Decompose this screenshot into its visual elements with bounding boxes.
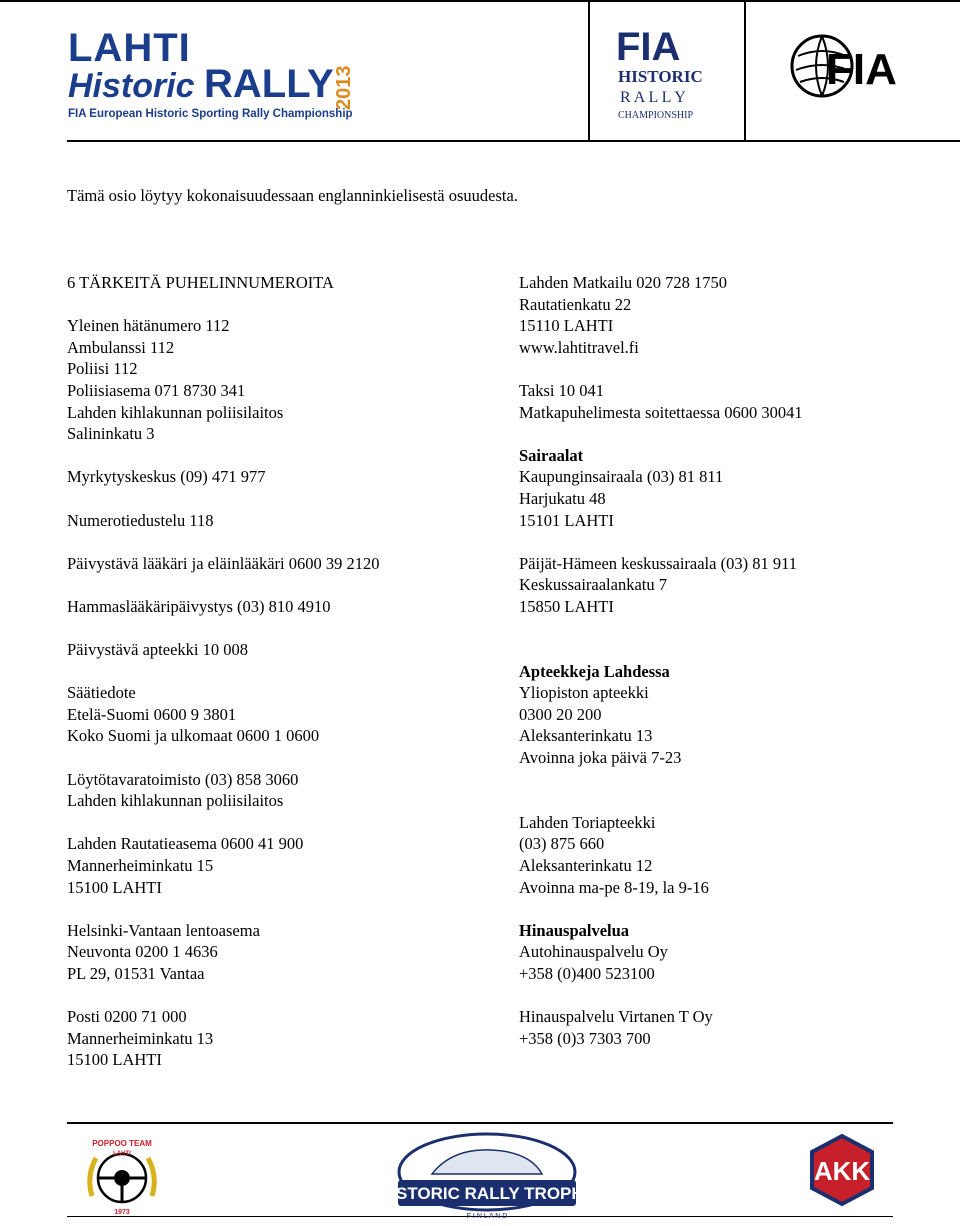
fia-historic-historic-text: HISTORIC (618, 67, 703, 86)
left-column-line (67, 747, 379, 769)
document-header (0, 0, 960, 142)
poppoo-top-text: POPPOO TEAM (92, 1139, 152, 1148)
left-column-line: Päivystävä apteekki 10 008 (67, 640, 249, 660)
left-column-line: Myrkytyskeskus (09) 471 977 (67, 467, 266, 487)
right-column-line (519, 985, 803, 1007)
left-column-line (67, 812, 379, 834)
left-column-line: Poliisi 112 (67, 359, 138, 379)
fia-logo (792, 26, 908, 106)
phone-numbers-left-column (67, 272, 379, 1071)
right-column-line: +358 (0)400 523100 (519, 964, 655, 983)
right-column-line: 15110 LAHTI (519, 316, 614, 336)
right-column-line (519, 618, 803, 640)
header-divider-1 (588, 0, 590, 140)
left-column-line: Mannerheiminkatu 15 (67, 856, 214, 876)
right-column-line: Matkapuhelimesta soitettaessa 0600 30041 (519, 402, 803, 422)
right-column-line: 15850 LAHTI (519, 596, 614, 616)
right-column-line: Lahden Toriapteekki (519, 812, 656, 832)
right-column-line: Aleksanterinkatu 13 (519, 726, 653, 746)
left-column-line (67, 661, 379, 683)
fia-historic-rally-text: R A L L Y (620, 89, 686, 106)
right-column-line: Hinauspalvelua (519, 920, 630, 940)
right-column-line: Avoinna joka päivä 7-23 (519, 748, 682, 768)
left-column-line (67, 618, 379, 640)
left-column-line: Numerotiedustelu 118 (67, 510, 214, 530)
right-column-line (519, 358, 803, 380)
right-column-line (519, 790, 803, 812)
left-column-line (67, 531, 379, 553)
right-column-line: Lahden Matkailu 020 728 1750 (519, 273, 728, 292)
left-column-line: Salininkatu 3 (67, 424, 155, 444)
footer-rule (67, 1122, 893, 1124)
left-column-line (67, 488, 379, 510)
right-column-line (519, 898, 803, 920)
trophy-sub-text: F I N L A N D (466, 1213, 508, 1220)
right-column-line: Yliopiston apteekki (519, 683, 649, 703)
left-column-line: Mannerheiminkatu 13 (67, 1028, 214, 1048)
fia-logo-text: FIA (826, 45, 897, 94)
fia-historic-fia-text: FIA (616, 25, 681, 69)
left-column-line: Hammaslääkäripäivystys (03) 810 4910 (67, 596, 331, 616)
left-column-line: Päivystävä lääkäri ja eläinlääkäri 0600 39 2120 (67, 553, 380, 573)
left-column-line: Lahden kihlakunnan poliisilaitos (67, 402, 284, 422)
right-column-line: Harjukatu 48 (519, 488, 606, 508)
fia-historic-championship-text: CHAMPIONSHIP (618, 110, 694, 121)
left-column-line: Neuvonta 0200 1 4636 (67, 942, 218, 962)
right-column-line: Sairaalat (519, 445, 584, 465)
right-column-line: +358 (0)3 7303 700 (519, 1028, 651, 1048)
right-column-line (519, 769, 803, 791)
trophy-text: HISTORIC RALLY TROPHY (379, 1184, 595, 1203)
left-column-line: 6 TÄRKEITÄ PUHELINNUMEROITA (67, 273, 334, 292)
left-column-line (67, 985, 379, 1007)
right-column-line (519, 639, 803, 661)
left-column-line: Ambulanssi 112 (67, 337, 175, 357)
left-column-line: 15100 LAHTI (67, 1050, 162, 1070)
logo-year-text: 2013 (333, 65, 355, 110)
left-column-line: Säätiedote (67, 683, 136, 703)
logo-historic-text: Historic (68, 67, 195, 105)
right-column-line (519, 531, 803, 553)
right-column-line: Kaupunginsairaala (03) 81 811 (519, 467, 724, 487)
right-column-line: Rautatienkatu 22 (519, 294, 632, 314)
poppoo-team-logo (82, 1136, 162, 1216)
akk-logo (806, 1134, 878, 1206)
header-rule-bottom (67, 140, 960, 142)
right-column-line: www.lahtitravel.fi (519, 337, 639, 357)
right-column-line: Aleksanterinkatu 12 (519, 856, 653, 876)
left-column-line (67, 574, 379, 596)
right-column-line: Autohinauspalvelu Oy (519, 942, 668, 962)
left-column-line: Yleinen hätänumero 112 (67, 316, 230, 336)
poppoo-year-text: 1973 (114, 1209, 130, 1216)
logo-lahti-text: LAHTI (68, 26, 191, 70)
intro-text: Tämä osio löytyy kokonaisuudessaan englanninkielisestä osuudesta. (67, 186, 518, 205)
left-column-line: Posti 0200 71 000 (67, 1007, 187, 1027)
akk-text: AKK (813, 1156, 871, 1186)
left-column-line (67, 445, 379, 467)
left-column-line: Löytötavaratoimisto (03) 858 3060 (67, 769, 299, 789)
logo-rally-text: RALLY (204, 62, 334, 106)
right-column-line: (03) 875 660 (519, 834, 605, 854)
contacts-right-column (519, 272, 803, 1049)
header-divider-2 (744, 0, 746, 140)
right-column-line: 0300 20 200 (519, 704, 602, 724)
left-column-line: Lahden kihlakunnan poliisilaitos (67, 791, 284, 811)
right-column-line: Apteekkeja Lahdessa (519, 661, 670, 681)
poppoo-mid-text: LAHTI (113, 1151, 131, 1157)
right-column-line: 15101 LAHTI (519, 510, 614, 530)
left-column-line: Koko Suomi ja ulkomaat 0600 1 0600 (67, 726, 320, 746)
historic-rally-trophy-logo (379, 1130, 595, 1222)
left-column-line: Lahden Rautatieasema 0600 41 900 (67, 834, 304, 854)
header-rule-top (0, 0, 960, 2)
left-column-line: Etelä-Suomi 0600 9 3801 (67, 704, 237, 724)
right-column-line: Avoinna ma-pe 8-19, la 9-16 (519, 877, 709, 897)
fia-historic-rally-logo (612, 22, 718, 126)
lahti-historic-rally-logo (66, 22, 386, 128)
left-column-line (67, 294, 379, 316)
right-column-line: Päijät-Hämeen keskussairaala (03) 81 911 (519, 553, 797, 573)
left-column-line: Helsinki-Vantaan lentoasema (67, 920, 260, 940)
left-column-line: PL 29, 01531 Vantaa (67, 964, 205, 983)
right-column-line (519, 423, 803, 445)
right-column-line: Keskussairaalankatu 7 (519, 575, 667, 595)
logo-tagline: FIA European Historic Sporting Rally Championship (68, 108, 353, 120)
right-column-line: Taksi 10 041 (519, 380, 605, 400)
right-column-line: Hinauspalvelu Virtanen T Oy (519, 1007, 713, 1027)
left-column-line: 15100 LAHTI (67, 877, 162, 897)
left-column-line (67, 898, 379, 920)
left-column-line: Poliisiasema 071 8730 341 (67, 380, 246, 400)
